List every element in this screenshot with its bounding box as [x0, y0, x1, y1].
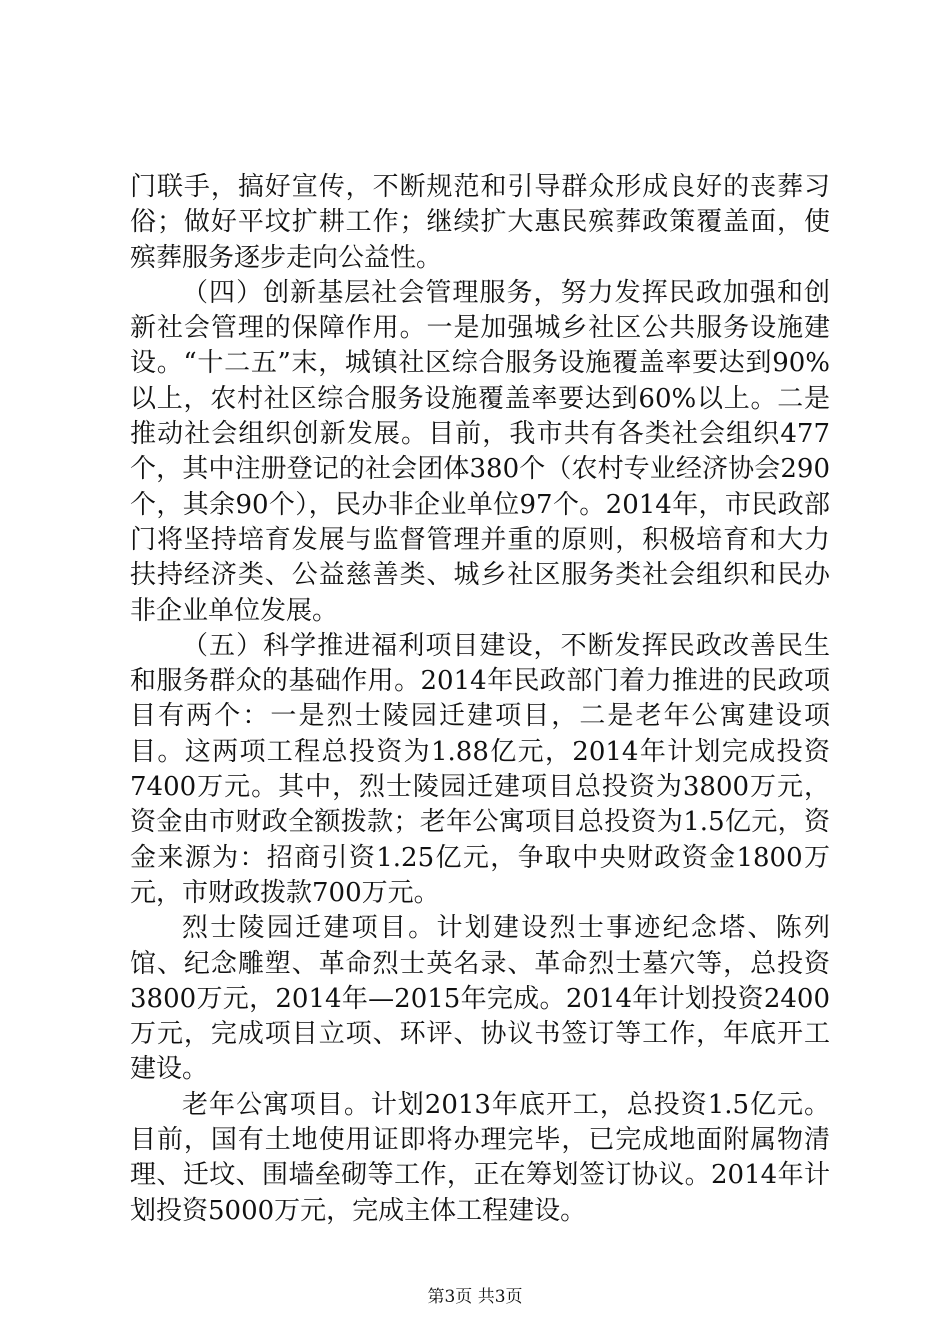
document-body — [130, 170, 830, 1229]
paragraph-section-four: （四）创新基层社会管理服务，努力发挥民政加强和创新社会管理的保障作用。一是加强城乡社区公共服务设施建设。“十二五”末，城镇社区综合服务设施覆盖率要达到90%以上，农村社区综合服务设施覆盖率要达到60%以上。二是推动社会组织创新发展。目前，我市共有各类社会组织477个，其中注册登记的社会团体380个（农村专业经济协会290个，其余90个），民办非企业单位97个。2014年，市民政部门将坚持培育发展与监督管理并重的原则，积极培育和大力扶持经济类、公益慈善类、城乡社区服务类社会组织和民办非企业单位发展。 — [130, 277, 830, 626]
paragraph-section-five: （五）科学推进福利项目建设，不断发挥民政改善民生和服务群众的基础作用。2014年民政部门着力推进的民政项目有两个：一是烈士陵园迁建项目，二是老年公寓建设项目。这两项工程总投资为1.88亿元，2014年计划完成投资7400万元。其中，烈士陵园迁建项目总投资为3800万元，资金由市财政全额拨款；老年公寓项目总投资为1.5亿元，资金来源为：招商引资1.25亿元，争取中央财政资金1800万元，市财政拨款700万元。 — [130, 630, 830, 908]
paragraph-elderly-apartment: 老年公寓项目。计划2013年底开工，总投资1.5亿元。目前，国有土地使用证即将办理完毕，已完成地面附属物清理、迁坟、围墙垒砌等工作，正在筹划签订协议。2014年计划投资5000万元，完成主体工程建设。 — [130, 1089, 830, 1226]
paragraph-continuation: 门联手，搞好宣传，不断规范和引导群众形成良好的丧葬习俗；做好平坟扩耕工作；继续扩大惠民殡葬政策覆盖面，使殡葬服务逐步走向公益性。 — [130, 172, 830, 273]
page-footer: 第3页 共3页 — [427, 1287, 523, 1307]
paragraph-martyrs-cemetery: 烈士陵园迁建项目。计划建设烈士事迹纪念塔、陈列馆、纪念雕塑、革命烈士英名录、革命烈士墓穴等，总投资3800万元，2014年—2015年完成。2014年计划投资2400万元，完成项目立项、环评、协议书签订等工作，年底开工建设。 — [130, 913, 830, 1085]
